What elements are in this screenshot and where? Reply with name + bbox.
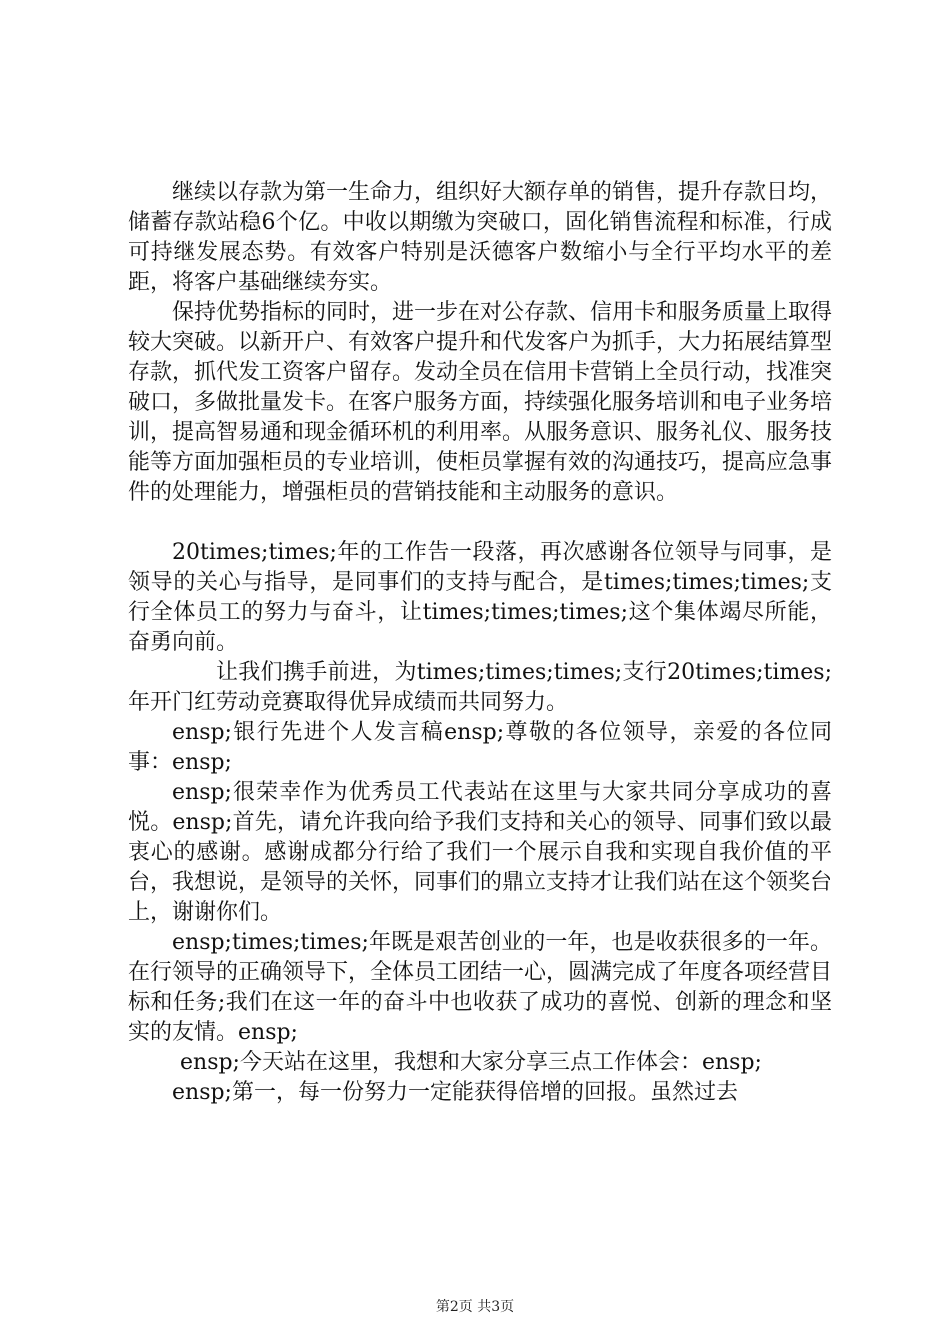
paragraph-3: 20times;times;年的工作告一段落，再次感谢各位领导与同事，是领导的关心与指导，是同事们的支持与配合，是times;times;times;支行全体员工的努力与奋斗，让times;times;times;这个集体竭尽所能，奋勇向前。	[128, 540, 832, 655]
paragraph-6: ensp;很荣幸作为优秀员工代表站在这里与大家共同分享成功的喜悦。ensp;首先，请允许我向给予我们支持和关心的领导、同事们致以最衷心的感谢。感谢成都分行给了我们一个展示自我和实现自我价值的平台，我想说，是领导的关怀，同事们的鼎立支持才让我们站在这个领奖台上，谢谢你们。	[128, 780, 833, 925]
paragraph-9: ensp;第一，每一份努力一定能获得倍增的回报。虽然过去	[172, 1080, 738, 1105]
paragraph-4: 让我们携手前进，为times;times;times;支行20times;times;年开门红劳动竞赛取得优异成绩而共同努力。	[128, 660, 832, 715]
paragraph-gap	[128, 508, 832, 538]
paragraph-7: ensp;times;times;年既是艰苦创业的一年，也是收获很多的一年。在行领导的正确领导下，全体员工团结一心，圆满完成了年度各项经营目标和任务;我们在这一年的奋斗中也收获了成功的喜悦、创新的理念和坚实的友情。ensp;	[128, 930, 833, 1045]
paragraph-8: ensp;今天站在这里，我想和大家分享三点工作体会：ensp;	[180, 1050, 762, 1075]
paragraph-2: 保持优势指标的同时，进一步在对公存款、信用卡和服务质量上取得较大突破。以新开户、有效客户提升和代发客户为抓手，大力拓展结算型存款，抓代发工资客户留存。发动全员在信用卡营销上全员行动，找准突破口，多做批量发卡。在客户服务方面，持续强化服务培训和电子业务培训，提高智易通和现金循环机的利用率。从服务意识、服务礼仪、服务技能等方面加强柜员的专业培训，使柜员掌握有效的沟通技巧，提高应急事件的处理能力，增强柜员的营销技能和主动服务的意识。	[128, 300, 833, 505]
document-body	[128, 178, 832, 1108]
page-number-footer: 第2页 共3页	[435, 1299, 515, 1315]
paragraph-1: 继续以存款为第一生命力，组织好大额存单的销售，提升存款日均，储蓄存款站稳6个亿。中收以期缴为突破口，固化销售流程和标准，行成可持继发展态势。有效客户特别是沃德客户数缩小与全行平均水平的差距，将客户基础继续夯实。	[128, 180, 833, 295]
paragraph-5: ensp;银行先进个人发言稿ensp;尊敬的各位领导，亲爱的各位同事：ensp;	[128, 720, 832, 775]
